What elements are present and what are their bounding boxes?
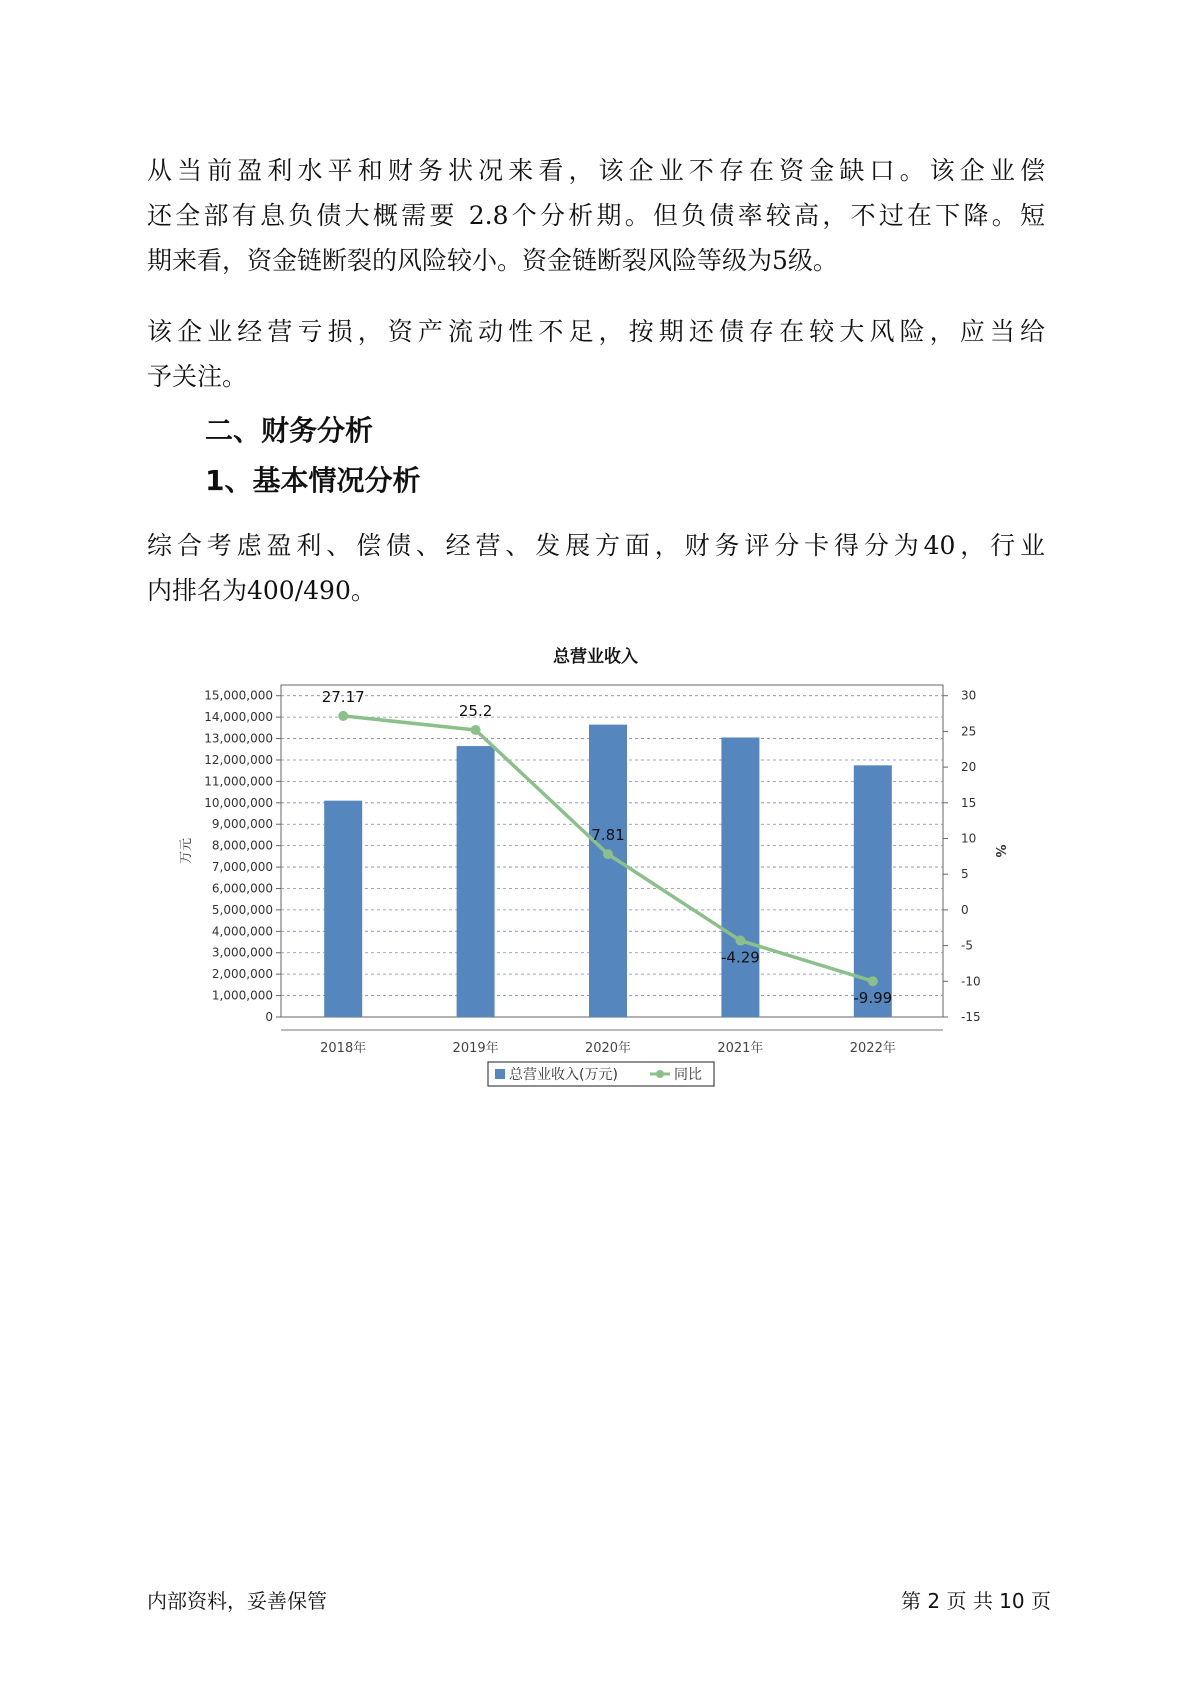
right-tick-label: 20 — [961, 760, 977, 775]
legend-line-marker — [656, 1070, 664, 1078]
paragraph-3-line-2: 内排名为400/490。 — [147, 576, 376, 605]
left-tick-label: 5,000,000 — [211, 902, 273, 917]
paragraph-3 — [147, 523, 1045, 613]
x-tick-label: 2018年 — [320, 1041, 367, 1056]
paragraph-1-line-2: 还全部有息负债大概需要 2.8个分析期。但负债率较高，不过在下降。短 — [147, 201, 1045, 230]
left-axis-label: 万元 — [179, 837, 194, 865]
left-tick-label: 9,000,000 — [211, 817, 273, 832]
legend-line-label: 同比 — [674, 1067, 702, 1083]
left-tick-label: 4,000,000 — [211, 924, 273, 939]
left-tick-label: 6,000,000 — [211, 881, 273, 896]
footer-page-number: 第 2 页 共 10 页 — [901, 1589, 1051, 1613]
bar-2021年 — [721, 737, 759, 1017]
left-tick-label: 2,000,000 — [211, 967, 273, 982]
right-tick-label: 5 — [961, 867, 969, 882]
left-tick-label: 0 — [265, 1010, 273, 1024]
yoy-point-2019年 — [471, 725, 481, 735]
left-tick-label: 15,000,000 — [204, 688, 273, 703]
paragraph-3-line-1: 综合考虑盈利、偿债、经营、发展方面，财务评分卡得分为40，行业 — [147, 531, 1045, 560]
x-tick-label: 2019年 — [452, 1041, 499, 1056]
right-tick-label: -15 — [961, 1010, 981, 1024]
yoy-point-2022年 — [868, 976, 878, 986]
right-tick-label: 0 — [961, 902, 969, 917]
paragraph-1 — [147, 148, 1045, 283]
left-tick-label: 13,000,000 — [204, 731, 273, 746]
paragraph-2-line-2: 予关注。 — [147, 362, 248, 391]
legend-bar-swatch — [495, 1069, 505, 1079]
right-tick-label: 30 — [961, 688, 977, 703]
left-tick-label: 8,000,000 — [211, 838, 273, 853]
bar-2019年 — [457, 746, 495, 1017]
revenue-chart — [0, 660, 1191, 1120]
footer-confidential-note: 内部资料，妥善保管 — [147, 1589, 327, 1613]
paragraph-1-line-3: 期来看，资金链断裂的风险较小。资金链断裂风险等级为5级。 — [147, 246, 838, 275]
yoy-point-2020年 — [603, 849, 613, 859]
paragraph-1-line-1: 从当前盈利水平和财务状况来看，该企业不存在资金缺口。该企业偿 — [147, 156, 1045, 185]
yoy-data-label: 25.2 — [458, 701, 493, 720]
left-tick-label: 1,000,000 — [211, 988, 273, 1003]
yoy-point-2021年 — [735, 936, 745, 946]
paragraph-2 — [147, 309, 1045, 399]
right-tick-label: 25 — [961, 724, 977, 739]
yoy-point-2018年 — [338, 711, 348, 721]
left-tick-label: 10,000,000 — [204, 795, 273, 810]
bar-2020年 — [589, 725, 627, 1017]
left-tick-label: 14,000,000 — [204, 710, 273, 725]
right-axis-label: % — [992, 844, 1007, 858]
right-tick-label: 10 — [961, 831, 977, 846]
subsection-heading: 1、基本情况分析 — [205, 464, 421, 497]
left-tick-label: 12,000,000 — [204, 752, 273, 767]
right-tick-label: -5 — [961, 938, 973, 953]
right-tick-label: -10 — [961, 974, 981, 989]
yoy-data-label: 7.81 — [591, 826, 625, 845]
yoy-data-label: 27.17 — [321, 687, 365, 706]
x-tick-label: 2020年 — [584, 1041, 632, 1056]
yoy-data-label: -9.99 — [853, 989, 893, 1008]
left-tick-label: 7,000,000 — [211, 860, 273, 875]
paragraph-2-line-1: 该企业经营亏损，资产流动性不足，按期还债存在较大风险，应当给 — [147, 317, 1045, 346]
x-tick-label: 2021年 — [717, 1041, 764, 1056]
yoy-data-label: -4.29 — [720, 948, 760, 967]
chart-title: 总营业收入 — [553, 647, 638, 667]
left-tick-label: 3,000,000 — [211, 945, 273, 960]
bar-2018年 — [324, 801, 362, 1017]
section-heading: 二、财务分析 — [205, 414, 374, 447]
left-tick-label: 11,000,000 — [204, 774, 273, 789]
x-tick-label: 2022年 — [849, 1041, 896, 1056]
legend-bar-label: 总营业收入(万元) — [509, 1067, 618, 1083]
right-tick-label: 15 — [961, 795, 977, 810]
